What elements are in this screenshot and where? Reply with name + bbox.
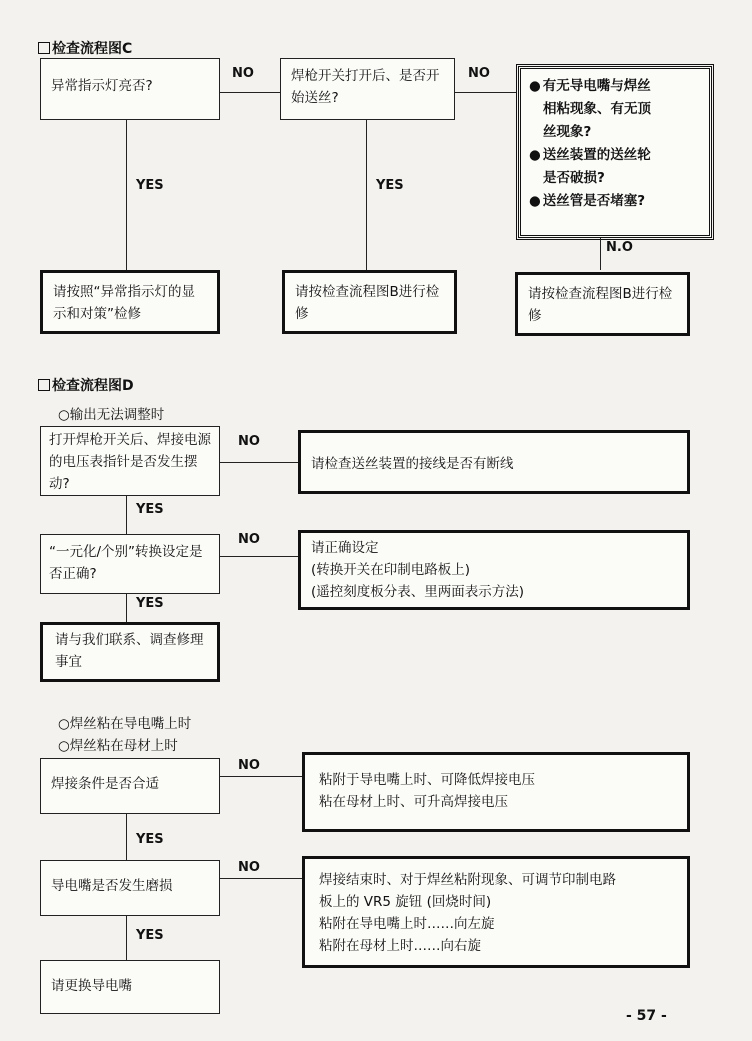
yes-label: YES	[136, 178, 164, 193]
chart-d-q3: 焊接条件是否合适	[40, 758, 220, 814]
yes-label: YES	[136, 832, 164, 847]
chart-d-a2	[298, 530, 690, 610]
yes-label: YES	[376, 178, 404, 193]
a5-line: 粘附在母材上时……向右旋	[319, 938, 481, 954]
no-label: N.O	[606, 240, 633, 255]
chart-d-a3: 请与我们联系、调查修理事宜	[40, 622, 220, 682]
q3-line: ● 送丝装置的送丝轮	[529, 144, 701, 167]
yes-label: YES	[136, 596, 164, 611]
chart-d-title: 检查流程图D	[38, 375, 134, 395]
chart-d-a1: 请检查送丝装置的接线是否有断线	[298, 430, 690, 494]
no-label: NO	[238, 860, 260, 875]
connector	[455, 92, 517, 93]
chart-c-q1: 异常指示灯亮否?	[40, 58, 220, 120]
connector	[220, 878, 302, 879]
no-label: NO	[232, 66, 254, 81]
chart-c-q3	[518, 66, 712, 238]
no-label: NO	[238, 532, 260, 547]
connector	[220, 92, 280, 93]
chart-d-subtitle: ○焊丝粘在母材上时	[58, 738, 178, 754]
connector	[126, 594, 127, 622]
a2-line: (转换开关在印制电路板上)	[311, 562, 471, 578]
connector	[220, 462, 298, 463]
a4-line: 粘附于导电嘴上时、可降低焊接电压	[319, 772, 535, 788]
connector	[126, 814, 127, 860]
a2-line: (遥控刻度板分表、里两面表示方法)	[311, 584, 525, 600]
chart-d-q1: 打开焊枪开关后、焊接电源的电压表指针是否发生摆动?	[40, 426, 220, 496]
no-label: NO	[238, 434, 260, 449]
yes-label: YES	[136, 502, 164, 517]
chart-d-subtitle: ○焊丝粘在导电嘴上时	[58, 716, 192, 732]
q3-line: 丝现象?	[543, 124, 592, 140]
chart-d-a6: 请更换导电嘴	[40, 960, 220, 1014]
q3-line: 相粘现象、有无顶	[543, 101, 651, 117]
q3-line: ● 有无导电嘴与焊丝	[529, 75, 701, 98]
connector	[126, 916, 127, 960]
no-label: NO	[468, 66, 490, 81]
q3-line: 是否破损?	[543, 170, 605, 186]
chart-d-q2: “一元化/个别”转换设定是否正确?	[40, 534, 220, 594]
chart-c-a3: 请按检查流程图B进行检修	[515, 272, 690, 336]
chart-c-q2: 焊枪开关打开后、是否开始送丝?	[280, 58, 455, 120]
yes-label: YES	[136, 928, 164, 943]
a5-line: 粘附在导电嘴上时……向左旋	[319, 916, 495, 932]
chart-c-a1: 请按照“异常指示灯的显示和对策”检修	[40, 270, 220, 334]
connector	[220, 776, 302, 777]
connector	[220, 556, 298, 557]
connector	[366, 120, 367, 270]
a4-line: 粘在母材上时、可升高焊接电压	[319, 794, 508, 810]
a5-line: 板上的 VR5 旋钮 (回烧时间)	[319, 894, 492, 910]
connector	[126, 120, 127, 270]
checkbox-icon	[38, 42, 50, 54]
chart-d-a5	[302, 856, 690, 968]
chart-d-subtitle: ○输出无法调整时	[58, 407, 165, 423]
chart-c-a2: 请按检查流程图B进行检修	[282, 270, 457, 334]
connector	[600, 238, 601, 270]
chart-d-q4: 导电嘴是否发生磨损	[40, 860, 220, 916]
a2-line: 请正确设定	[311, 540, 379, 556]
chart-c-title: 检查流程图C	[38, 38, 132, 58]
page-number: - 57 -	[626, 1008, 667, 1024]
q3-line: ● 送丝管是否堵塞?	[529, 190, 701, 213]
a5-line: 焊接结束时、对于焊丝粘附现象、可调节印制电路	[319, 872, 616, 888]
checkbox-icon	[38, 379, 50, 391]
no-label: NO	[238, 758, 260, 773]
connector	[126, 496, 127, 534]
chart-d-a4	[302, 752, 690, 832]
